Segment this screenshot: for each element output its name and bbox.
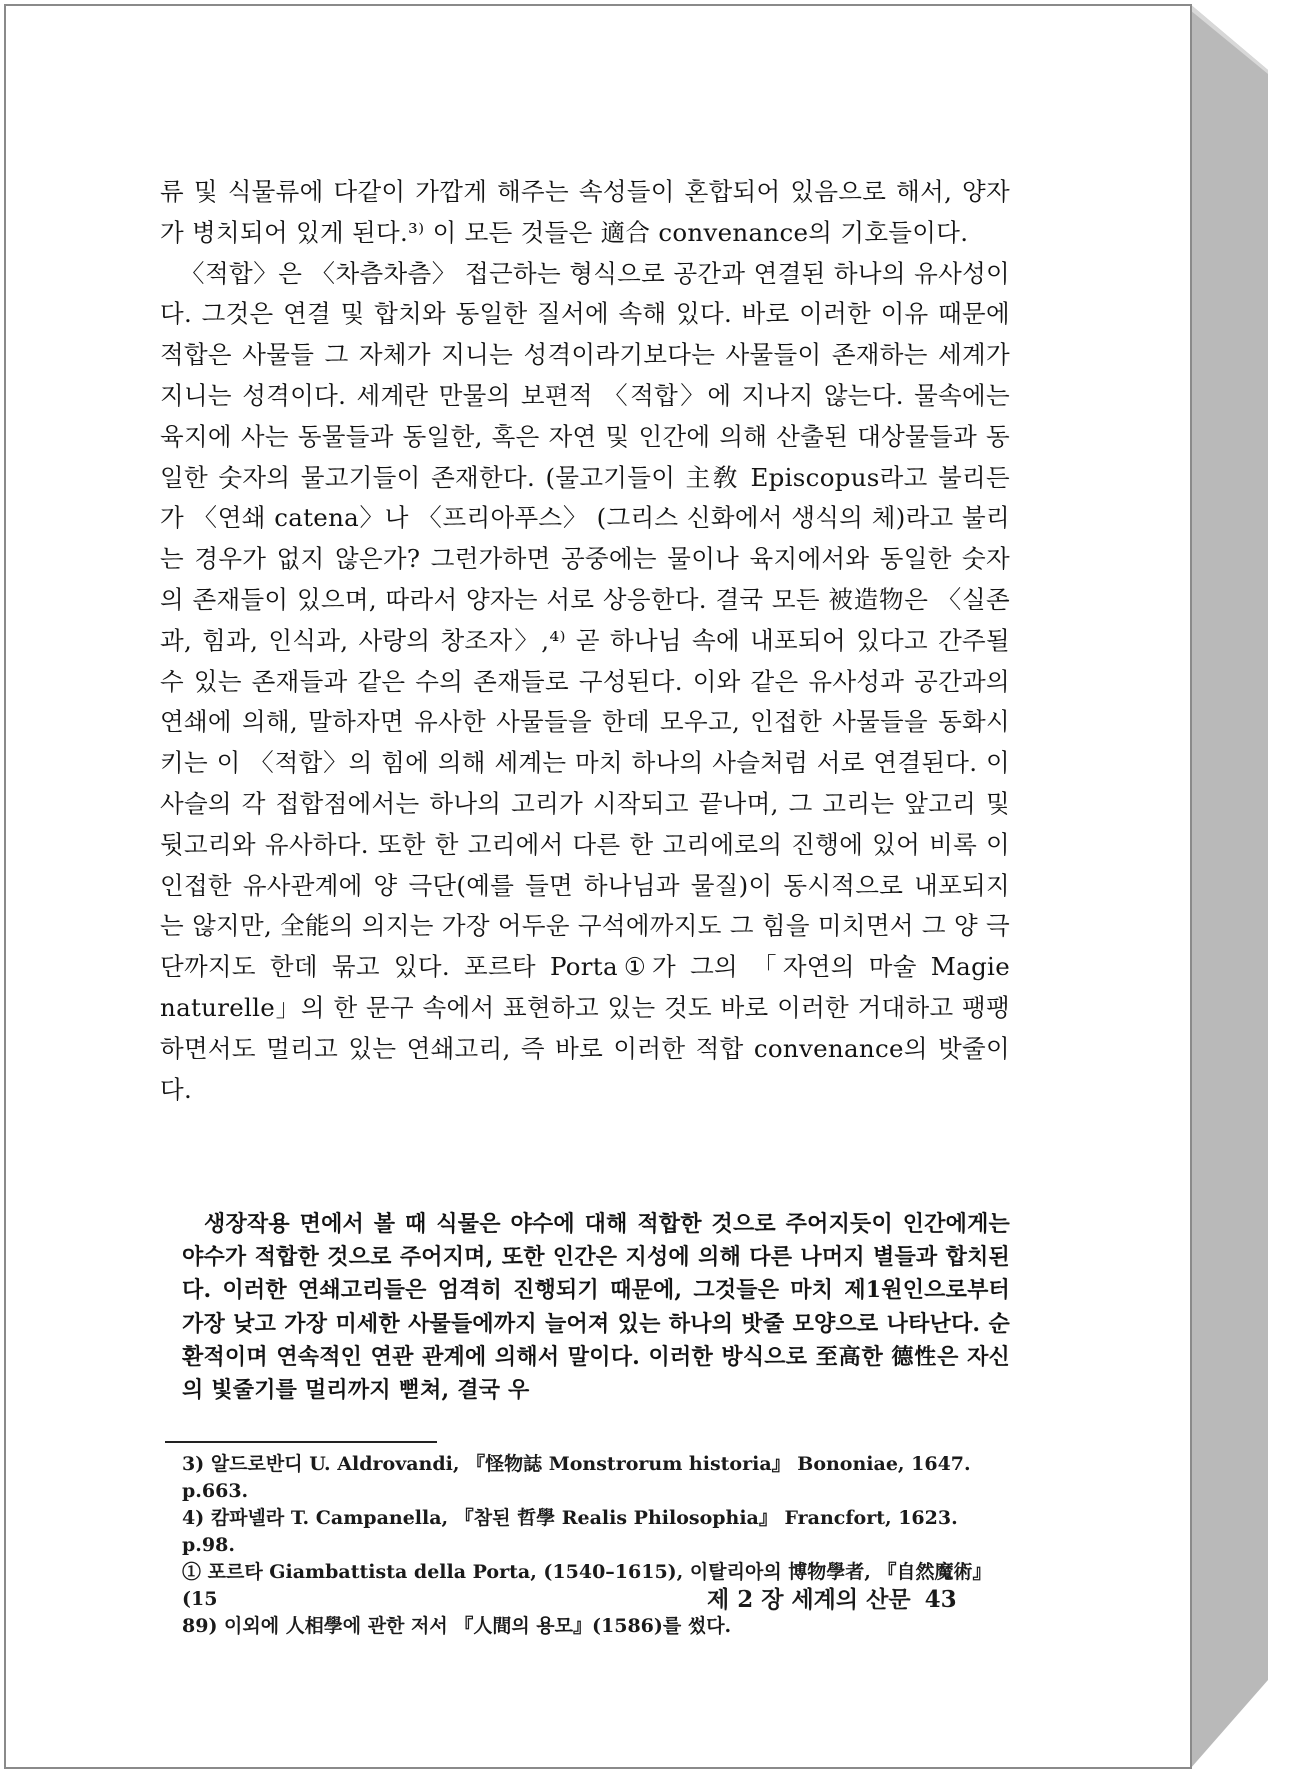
footnote-3: 3) 알드로반디 U. Aldrovandi, 『怪物誌 Monstrorum historia』 Bononiae, 1647. p.663. <box>182 1453 971 1502</box>
main-text <box>160 172 1010 1110</box>
paragraph-1: 류 및 식물류에 다같이 가깝게 해주는 속성들이 혼합되어 있음으로 해서, 양자가 병치되어 있게 된다.³⁾ 이 모든 것들은 適合 convenance의 기호들이다. <box>160 177 1010 247</box>
footnote-circled-1: ① 포르타 Giambattista della Porta, (1540–1615), 이탈리아의 博物學者, 『自然魔術』(15 <box>182 1561 992 1610</box>
footnote-circled-1-continued: 89) 이외에 人相學에 관한 저서 『人間의 용모』(1586)를 썼다. <box>182 1615 732 1637</box>
footnote-4: 4) 캄파넬라 T. Campanella, 『참된 哲學 Realis Philosophia』 Francfort, 1623. p.98. <box>182 1507 958 1556</box>
page-footer <box>707 1581 1007 1614</box>
quote-text: 생장작용 면에서 볼 때 식물은 야수에 대해 적합한 것으로 주어지듯이 인간에게는 야수가 적합한 것으로 주어지며, 또한 인간은 지성에 의해 다른 나머지 별들과 합치된다. 이러한 연쇄고리들은 엄격히 진행되기 때문에, 그것들은 마치 제1원인으로부터 가장 낮고 가장 미세한 사물들에까지 늘어져 있는 하나의 밧줄 모양으로 나타난다. 순환적이며 연속적인 연관 관계에 의해서 말이다. 이러한 방식으로 至高한 德性은 자신의 빛줄기를 멀리까지 뻗쳐, 결국 우 <box>182 1211 1010 1404</box>
footnote-divider <box>165 1441 437 1443</box>
block-quote <box>182 1208 1010 1407</box>
paragraph-2: 〈적합〉은 〈차츰차츰〉 접근하는 형식으로 공간과 연결된 하나의 유사성이다. 그것은 연결 및 합치와 동일한 질서에 속해 있다. 바로 이러한 이유 때문에 적합은 사물들 그 자체가 지니는 성격이라기보다는 사물들이 존재하는 세계가 지니는 성격이다. 세계란 만물의 보편적 〈적합〉에 지나지 않는다. 물속에는 육지에 사는 동물들과 동일한, 혹은 자연 및 인간에 의해 산출된 대상물들과 동일한 숫자의 물고기들이 존재한다. (물고기들이 主敎 Episcopus라고 불리든가 〈연쇄 catena〉나 〈프리아푸스〉 (그리스 신화에서 생식의 체)라고 불리는 경우가 없지 않은가? 그런가하면 공중에는 물이나 육지에서와 동일한 숫자의 존재들이 있으며, 따라서 양자는 서로 상응한다. 결국 모든 被造物은 〈실존과, 힘과, 인식과, 사랑의 창조자〉,⁴⁾ 곧 하나님 속에 내포되어 있다고 간주될 수 있는 존재들과 같은 수의 존재들로 구성된다. 이와 같은 유사성과 공간과의 연쇄에 의해, 말하자면 유사한 사물들을 한데 모우고, 인접한 사물들을 동화시키는 이 〈적합〉의 힘에 의해 세계는 마치 하나의 사슬처럼 서로 연결된다. 이 사슬의 각 접합점에서는 하나의 고리가 시작되고 끝나며, 그 고리는 앞고리 및 뒷고리와 유사하다. 또한 한 고리에서 다른 한 고리에로의 진행에 있어 비록 이 인접한 유사관계에 양 극단(예를 들면 하나님과 물질)이 동시적으로 내포되지는 않지만, 全能의 의지는 가장 어두운 구석에까지도 그 힘을 미치면서 그 양 극단까지도 한데 묶고 있다. 포르타 Porta①가 그의 「자연의 마술 Magie naturelle」의 한 문구 속에서 표현하고 있는 것도 바로 이러한 거대하고 팽팽하면서도 멀리고 있는 연쇄고리, 즉 바로 이러한 적합 convenance의 밧줄이다. <box>160 258 1010 1104</box>
page-number: 43 <box>924 1586 957 1613</box>
chapter-title: 제 2 장 세계의 산문 <box>707 1586 911 1613</box>
page-edge-shading <box>1190 0 1303 1773</box>
